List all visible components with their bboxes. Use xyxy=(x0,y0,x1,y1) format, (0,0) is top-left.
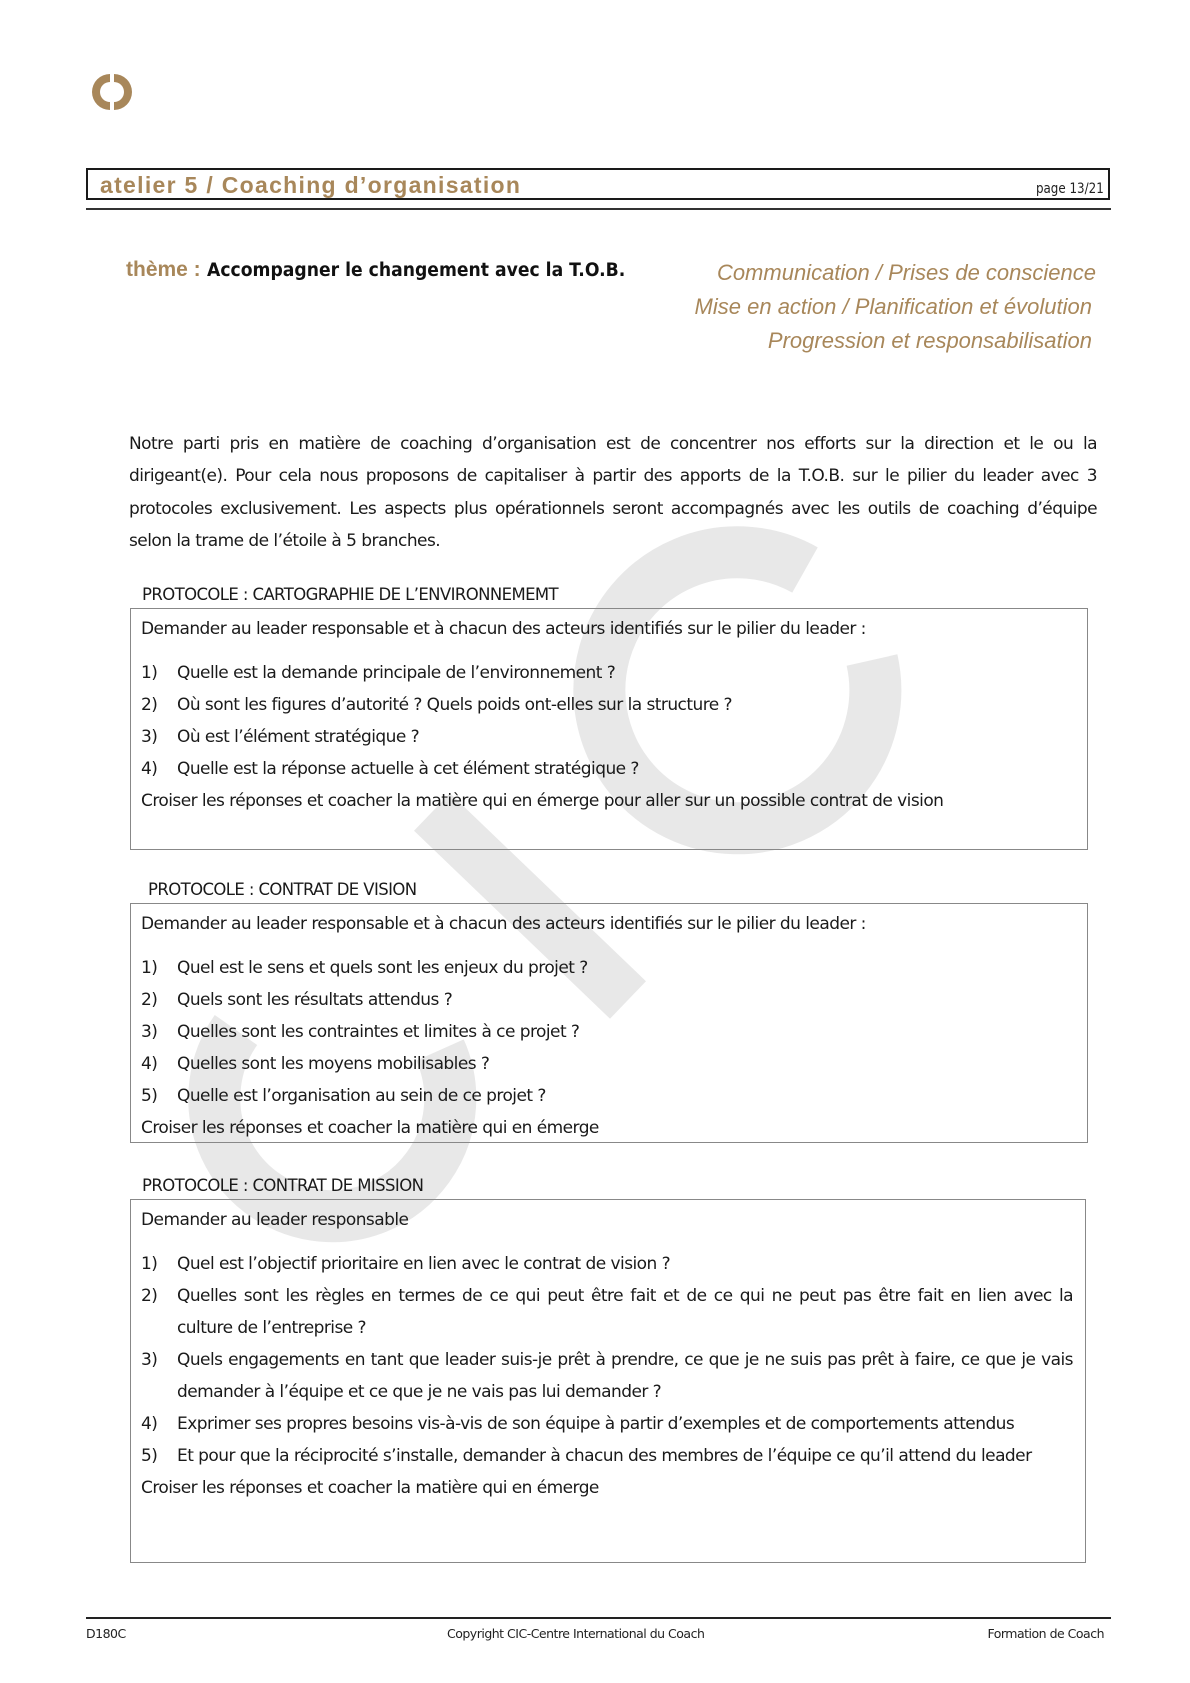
question-text: Où est l’élément stratégique ? xyxy=(177,727,420,747)
question-item xyxy=(141,1016,1075,1048)
theme-text: Accompagner le changement avec la T.O.B. xyxy=(206,260,625,281)
protocol-outro: Croiser les réponses et coacher la matière qui en émerge xyxy=(141,1118,599,1138)
question-item xyxy=(141,657,1075,689)
question-number: 3) xyxy=(141,1022,158,1042)
protocol-intro: Demander au leader responsable et à chacun des acteurs identifiés sur le pilier du leader : xyxy=(141,619,866,639)
protocol-box-vision xyxy=(130,903,1088,1143)
question-item xyxy=(141,753,1075,785)
question-text: Et pour que la réciprocité s’installe, demander à chacun des membres de l’équipe ce qu’il attend du leader xyxy=(177,1446,1032,1466)
tag-line: Progression et responsabilisation xyxy=(767,328,1092,353)
question-item xyxy=(141,952,1075,984)
question-number: 4) xyxy=(141,759,158,779)
theme-line xyxy=(126,258,656,282)
footer-divider xyxy=(86,1617,1111,1619)
question-item xyxy=(141,1080,1075,1112)
question-text: Exprimer ses propres besoins vis-à-vis de son équipe à partir d’exemples et de comportements attendus xyxy=(177,1414,1015,1434)
question-text: Quelle est la demande principale de l’environnement ? xyxy=(177,663,616,683)
question-item xyxy=(141,1344,1073,1408)
question-text: Quels sont les résultats attendus ? xyxy=(177,990,453,1010)
question-number: 3) xyxy=(141,1350,158,1370)
footer-copyright: Copyright CIC-Centre International du Coach xyxy=(447,1626,705,1641)
question-text: Quelles sont les contraintes et limites à ce projet ? xyxy=(177,1022,580,1042)
question-number: 1) xyxy=(141,958,158,978)
question-number: 5) xyxy=(141,1086,158,1106)
question-number: 1) xyxy=(141,663,158,683)
protocol-outro: Croiser les réponses et coacher la matière qui en émerge xyxy=(141,1478,599,1498)
question-text: Où sont les figures d’autorité ? Quels poids ont-elles sur la structure ? xyxy=(177,695,732,715)
protocol-box-cartographie xyxy=(130,608,1088,850)
tag-line: Communication / Prises de conscience xyxy=(716,260,1096,285)
question-item xyxy=(141,689,1075,721)
theme-tags xyxy=(695,256,1096,358)
question-item xyxy=(141,1440,1073,1472)
question-number: 2) xyxy=(141,695,158,715)
question-text: Quelle est l’organisation au sein de ce projet ? xyxy=(177,1086,546,1106)
protocol-outro: Croiser les réponses et coacher la matière qui en émerge pour aller sur un possible contrat de vision xyxy=(141,791,944,811)
page-number: page 13/21 xyxy=(1036,181,1104,197)
footer-doc-code: D180C xyxy=(86,1626,126,1641)
protocol-title: PROTOCOLE : CARTOGRAPHIE DE L’ENVIRONNEMEMT xyxy=(142,585,559,604)
question-item xyxy=(141,721,1075,753)
question-item xyxy=(141,1408,1073,1440)
question-item xyxy=(141,1248,1073,1280)
tag-line: Mise en action / Planification et évolution xyxy=(694,294,1092,319)
intro-paragraph: Notre parti pris en matière de coaching d’organisation est de concentrer nos efforts sur la direction et le ou la dirigeant(e). Pour cela nous proposons de capitaliser à partir des apports de la T.O.B. sur le pilier du leader avec 3 protocoles exclusivement. Les aspects plus opérationnels seront accompagnés avec les outils de coaching d’équipe selon la trame de l’étoile à 5 branches. xyxy=(129,434,1097,551)
question-number: 5) xyxy=(141,1446,158,1466)
question-number: 4) xyxy=(141,1414,158,1434)
protocol-box-mission xyxy=(130,1199,1086,1563)
question-number: 2) xyxy=(141,1286,158,1306)
question-text: Quel est l’objectif prioritaire en lien avec le contrat de vision ? xyxy=(177,1254,671,1274)
protocol-intro: Demander au leader responsable xyxy=(141,1210,409,1230)
header-divider xyxy=(86,208,1111,210)
question-item xyxy=(141,984,1075,1016)
question-number: 1) xyxy=(141,1254,158,1274)
question-text: Quelles sont les règles en termes de ce qui peut être fait et de ce qui ne peut pas être fait en lien avec la culture de l’entreprise ? xyxy=(177,1286,1073,1338)
question-number: 2) xyxy=(141,990,158,1010)
workshop-title: atelier 5 / Coaching d’organisation xyxy=(100,172,522,198)
question-text: Quelle est la réponse actuelle à cet élément stratégique ? xyxy=(177,759,639,779)
question-item xyxy=(141,1280,1073,1344)
protocol-title: PROTOCOLE : CONTRAT DE VISION xyxy=(148,880,417,899)
theme-label: thème : xyxy=(126,258,201,281)
question-number: 4) xyxy=(141,1054,158,1074)
question-text: Quelles sont les moyens mobilisables ? xyxy=(177,1054,490,1074)
question-item xyxy=(141,1048,1075,1080)
protocol-title: PROTOCOLE : CONTRAT DE MISSION xyxy=(142,1176,424,1195)
question-number: 3) xyxy=(141,727,158,747)
cic-logo-icon xyxy=(88,68,136,116)
question-text: Quels engagements en tant que leader suis-je prêt à prendre, ce que je ne suis pas prêt à faire, ce que je vais demander à l’équipe et ce que je ne vais pas lui demander ? xyxy=(177,1350,1073,1402)
protocol-intro: Demander au leader responsable et à chacun des acteurs identifiés sur le pilier du leader : xyxy=(141,914,866,934)
question-text: Quel est le sens et quels sont les enjeux du projet ? xyxy=(177,958,588,978)
footer-program: Formation de Coach xyxy=(987,1626,1104,1641)
